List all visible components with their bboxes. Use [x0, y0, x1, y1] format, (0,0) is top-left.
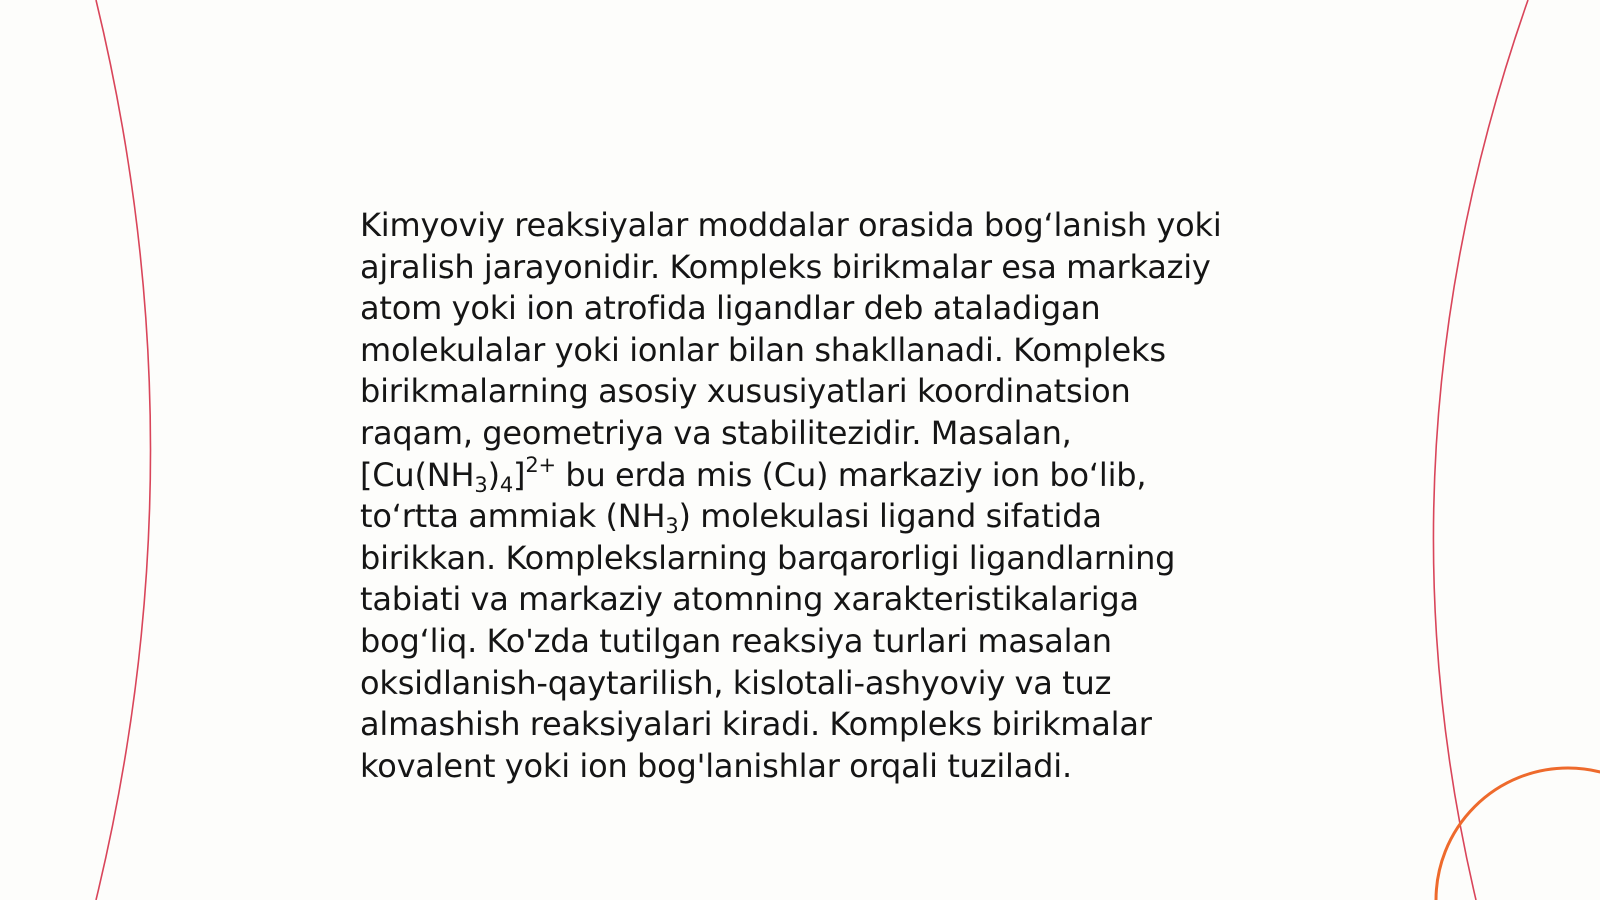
- paragraph-line: molekulalar yoki ionlar bilan shakllanadi. Kompleks: [360, 330, 1166, 369]
- orange-accent-arc: [1436, 768, 1600, 900]
- formula-text: ) molekulasi ligand sifatida: [678, 497, 1102, 536]
- paragraph-line: birikmalarning asosiy xususiyatlari koordinatsion: [360, 372, 1131, 411]
- formula-subscript: 3: [474, 472, 488, 497]
- formula-text: ): [487, 455, 500, 494]
- paragraph-line: atom yoki ion atrofida ligandlar deb ataladigan: [360, 289, 1101, 328]
- formula-subscript: 4: [499, 472, 514, 497]
- paragraph-line: raqam, geometriya va stabilitezidir. Masalan,: [360, 413, 1072, 452]
- paragraph-line: tabiati va markaziy atomning xarakteristikalariga: [360, 580, 1139, 619]
- paragraph-line: oksidlanish-qaytarilish, kislotali-ashyoviy va tuz: [360, 663, 1112, 702]
- paragraph-line: ajralish jarayonidir. Kompleks birikmalar esa markaziy: [360, 247, 1211, 286]
- paragraph-line: bog‘liq. Ko'zda tutilgan reaksiya turlari masalan: [360, 621, 1112, 660]
- formula-text: to‘rtta ammiak (NH: [360, 497, 666, 536]
- formula-charge: 2+: [525, 452, 556, 477]
- formula-text: bu erda mis (Cu) markaziy ion bo‘lib,: [555, 455, 1147, 494]
- formula-line: [360, 496, 1260, 538]
- paragraph-line: kovalent yoki ion bog'lanishlar orqali tuziladi.: [360, 746, 1072, 785]
- formula-line: [360, 452, 1260, 497]
- paragraph-line: Kimyoviy reaksiyalar moddalar orasida bog‘lanish yoki: [360, 206, 1222, 244]
- paragraph-line: birikkan. Komplekslarning barqarorligi ligandlarning: [360, 538, 1176, 577]
- body-paragraph: [360, 205, 1260, 787]
- paragraph-line: almashish reaksiyalari kiradi. Kompleks birikmalar: [360, 705, 1152, 744]
- left-curve: [96, 0, 151, 900]
- formula-text: ]: [513, 455, 526, 494]
- formula-subscript: 3: [665, 514, 679, 539]
- formula-text: [Cu(NH: [360, 455, 475, 494]
- right-curve: [1433, 0, 1528, 900]
